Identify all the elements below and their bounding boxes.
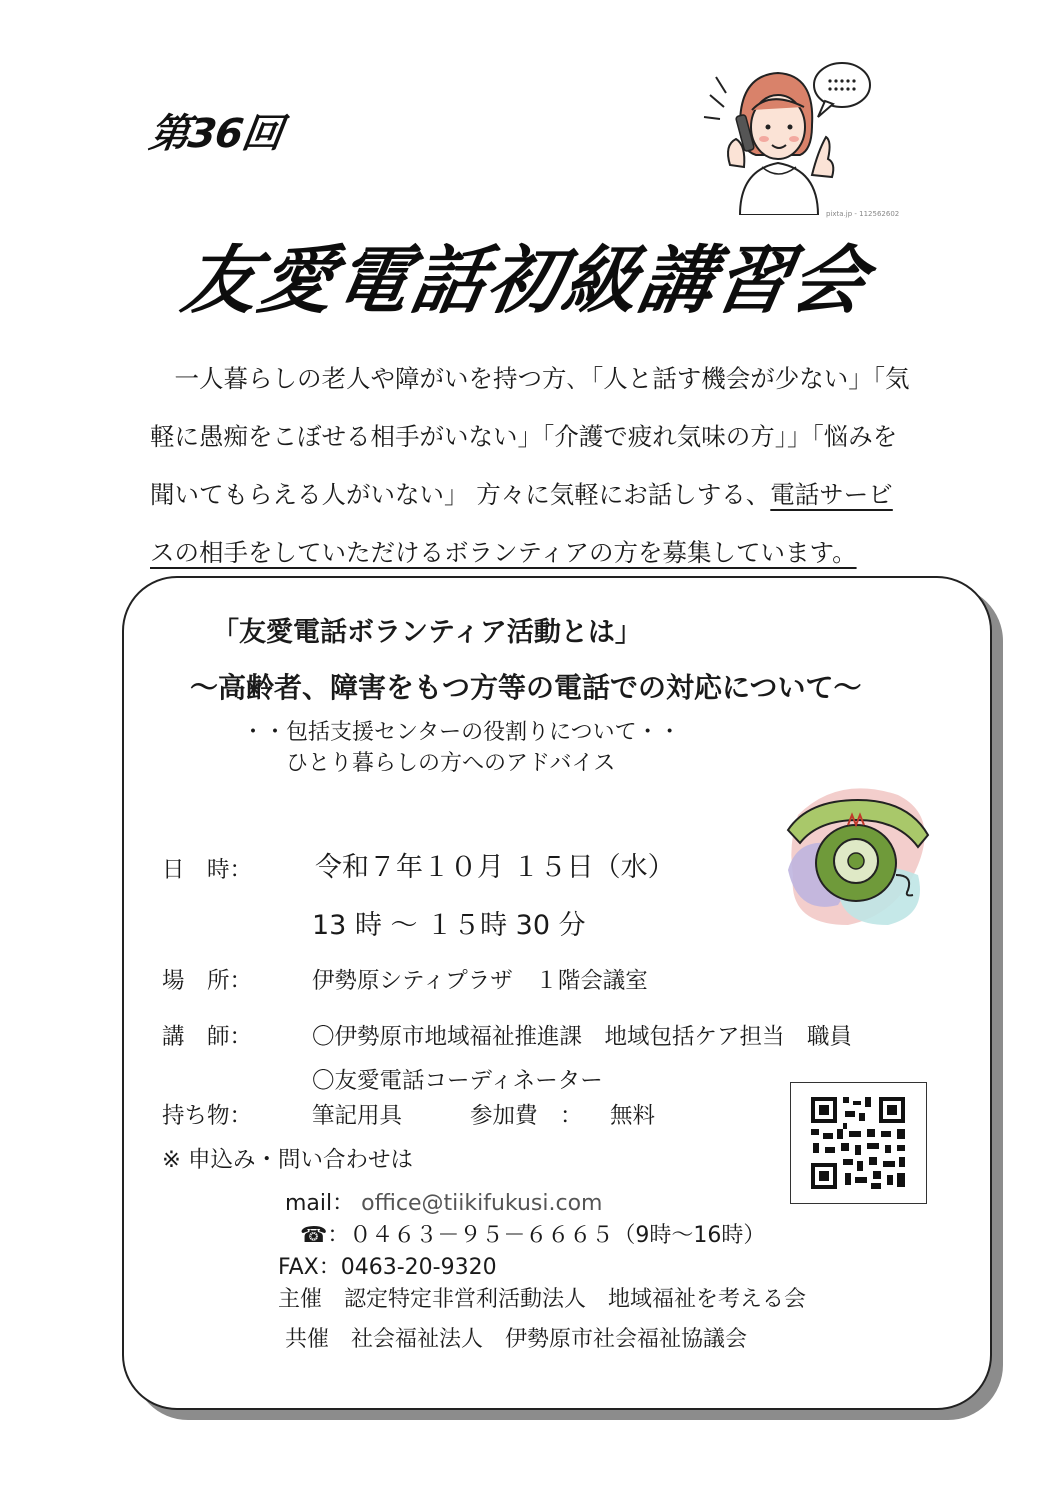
items-label: 持ち物：	[162, 1103, 253, 1129]
tel-line	[300, 1218, 765, 1249]
intro-paragraph	[150, 350, 920, 582]
bullet-role: ・・包括支援センターの役割りについて・・	[242, 720, 681, 745]
intro-line-4: スの相手をしていただけるボランティアの方を募集しています。	[150, 538, 857, 567]
intro-line-1	[150, 350, 920, 408]
place-label: 場 所：	[162, 968, 253, 994]
activity-subtitle: ～高齢者、障害をもつ方等の電話での対応について～	[190, 671, 862, 704]
fee-value: 無料	[610, 1103, 656, 1129]
lecturer-2: 〇友愛電話コーディネーター	[312, 1068, 603, 1094]
intro-line-3-underlined: 電話サービ	[770, 480, 893, 509]
tel-number[interactable]: ：０４６３－９５－６６６５（9時～16時）	[327, 1223, 766, 1248]
intro-line-1-text: 一人暮らしの老人や障がいを持つ方､「人と話す機会が少ない」「気	[174, 364, 910, 393]
lecturer-label: 講 師：	[162, 1024, 253, 1050]
apply-note: ※ 申込み・問い合わせは	[162, 1147, 414, 1173]
lecturer-1: 〇伊勢原市地域福祉推進課 地域包括ケア担当 職員	[312, 1024, 853, 1050]
intro-line-2: 軽に愚痴をこぼせる相手がいない」「介護で疲れ気味の方」」「悩みを	[150, 422, 898, 451]
intro-line-3-plain: 聞いてもらえる人がいない」 方々に気軽にお話しする、	[150, 480, 771, 509]
qr-code-frame	[790, 1082, 927, 1204]
event-time: 13 時 ～ １５時 30 分	[312, 910, 586, 941]
mail-line	[285, 1186, 602, 1217]
rotary-phone-icon	[778, 775, 938, 935]
co-organizer: 共催 社会福祉法人 伊勢原市社会福祉協議会	[285, 1327, 748, 1352]
intro-line-3	[150, 466, 920, 524]
page-title: 友愛電話初級講習会	[176, 238, 876, 324]
fax-line: FAX：0463-20-9320	[278, 1255, 497, 1280]
activity-title: 「友愛電話ボランティア活動とは」	[212, 617, 642, 648]
edition-number: 第36回	[146, 111, 285, 157]
fee-label: 参加費 ：	[470, 1103, 583, 1129]
items-value: 筆記用具	[312, 1103, 403, 1129]
qr-code-icon[interactable]	[791, 1083, 926, 1203]
event-date: 令和７年１０月 １５日（水）	[315, 852, 675, 883]
illustration-credit: pixta.jp - 112562602	[826, 210, 900, 218]
bullet-advice: ひとり暮らしの方へのアドバイス	[286, 751, 616, 776]
mail-address[interactable]: office@tiikifukusi.com	[361, 1191, 603, 1216]
organizer: 主催 認定特定非営利活動法人 地域福祉を考える会	[278, 1287, 807, 1312]
datetime-label: 日 時：	[162, 857, 253, 883]
event-place: 伊勢原シティプラザ １階会議室	[312, 968, 648, 994]
tel-icon: ☎	[300, 1223, 328, 1248]
mail-label: mail：	[285, 1191, 355, 1216]
woman-on-phone-icon	[700, 55, 880, 215]
